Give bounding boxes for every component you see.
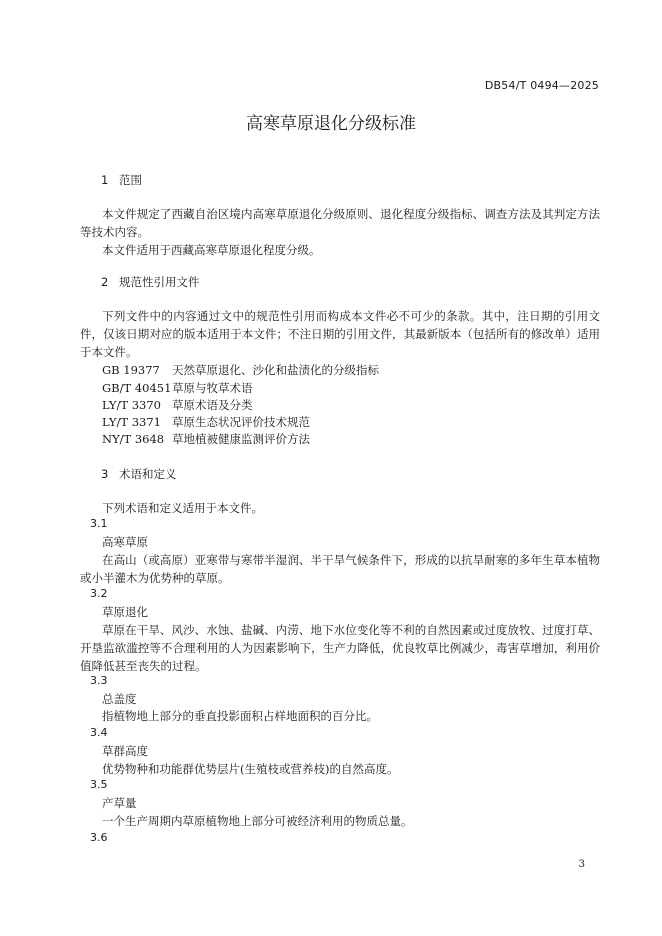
term-number: 3.6 <box>90 831 108 844</box>
section-2-heading <box>101 274 200 290</box>
page-number: 3 <box>578 859 585 870</box>
reference-title: 天然草原退化、沙化和盐渍化的分级指标 <box>172 363 379 377</box>
reference-item <box>102 397 253 413</box>
reference-code: GB 19377 <box>102 363 160 377</box>
reference-title: 草地植被健康监测评价方法 <box>172 432 310 446</box>
section-3-paragraph-1: 下列术语和定义适用于本文件。 <box>102 501 263 515</box>
term-name: 总盖度 <box>102 692 137 706</box>
section-title: 范围 <box>119 173 142 187</box>
term-name: 草群高度 <box>102 744 148 758</box>
term-definition: 优势物种和功能群优势层片(生殖枝或营养枝)的自然高度。 <box>102 762 399 776</box>
section-number: 3 <box>101 467 109 481</box>
term-name: 高寒草原 <box>102 535 148 549</box>
section-2-paragraph-1: 下列文件中的内容通过文中的规范性引用而构成本文件必不可少的条款。其中，注日期的引用文件，仅该日期对应的版本适用于本文件；不注日期的引用文件，其最新版本（包括所有的修改单）适用于本文件。 <box>80 309 600 359</box>
section-1-paragraph-2: 本文件适用于西藏高寒草原退化程度分级。 <box>102 243 321 257</box>
section-title: 规范性引用文件 <box>119 275 200 289</box>
term-definition: 一个生产周期内草原植物地上部分可被经济利用的物质总量。 <box>102 814 413 828</box>
reference-item <box>102 431 310 447</box>
section-number: 1 <box>101 173 109 187</box>
section-1-paragraph-1: 本文件规定了西藏自治区境内高寒草原退化分级原则、退化程度分级指标、调查方法及其判定方法等技术内容。 <box>80 207 600 239</box>
term-definition: 在高山（或高原）亚寒带与寒带半湿润、半干旱气候条件下，形成的以抗旱耐寒的多年生草本植物或小半灌木为优势种的草原。 <box>80 553 600 585</box>
reference-item <box>102 362 379 378</box>
reference-title: 草原生态状况评价技术规范 <box>172 415 310 429</box>
section-title: 术语和定义 <box>119 467 177 481</box>
reference-item <box>102 414 310 430</box>
reference-item <box>102 380 253 396</box>
reference-code: GB/T 40451 <box>102 381 172 395</box>
reference-code: LY/T 3371 <box>102 415 161 429</box>
section-3-heading <box>101 466 177 482</box>
term-number: 3.1 <box>90 517 108 530</box>
term-number: 3.3 <box>90 674 108 687</box>
reference-title: 草原术语及分类 <box>172 398 253 412</box>
term-definition: 指植物地上部分的垂直投影面积占样地面积的百分比。 <box>102 709 378 723</box>
term-name: 草原退化 <box>102 605 148 619</box>
section-number: 2 <box>101 275 109 289</box>
term-number: 3.2 <box>90 587 108 600</box>
reference-code: NY/T 3648 <box>102 432 165 446</box>
term-definition: 草原在干旱、风沙、水蚀、盐碱、内涝、地下水位变化等不利的自然因素或过度放牧、过度打草、开垦监欲滥控等不合理利用的人为因素影响下，生产力降低，优良牧草比例减少，毒害草增加，利用价值降低甚至丧失的过程。 <box>80 623 600 673</box>
term-number: 3.4 <box>90 726 108 739</box>
reference-title: 草原与牧草术语 <box>172 381 253 395</box>
term-number: 3.5 <box>90 778 108 791</box>
term-name: 产草量 <box>102 796 137 810</box>
reference-code: LY/T 3370 <box>102 398 161 412</box>
document-title: 高寒草原退化分级标准 <box>246 114 416 134</box>
standard-code: DB54/T 0494—2025 <box>484 79 599 92</box>
section-1-heading <box>101 172 142 188</box>
